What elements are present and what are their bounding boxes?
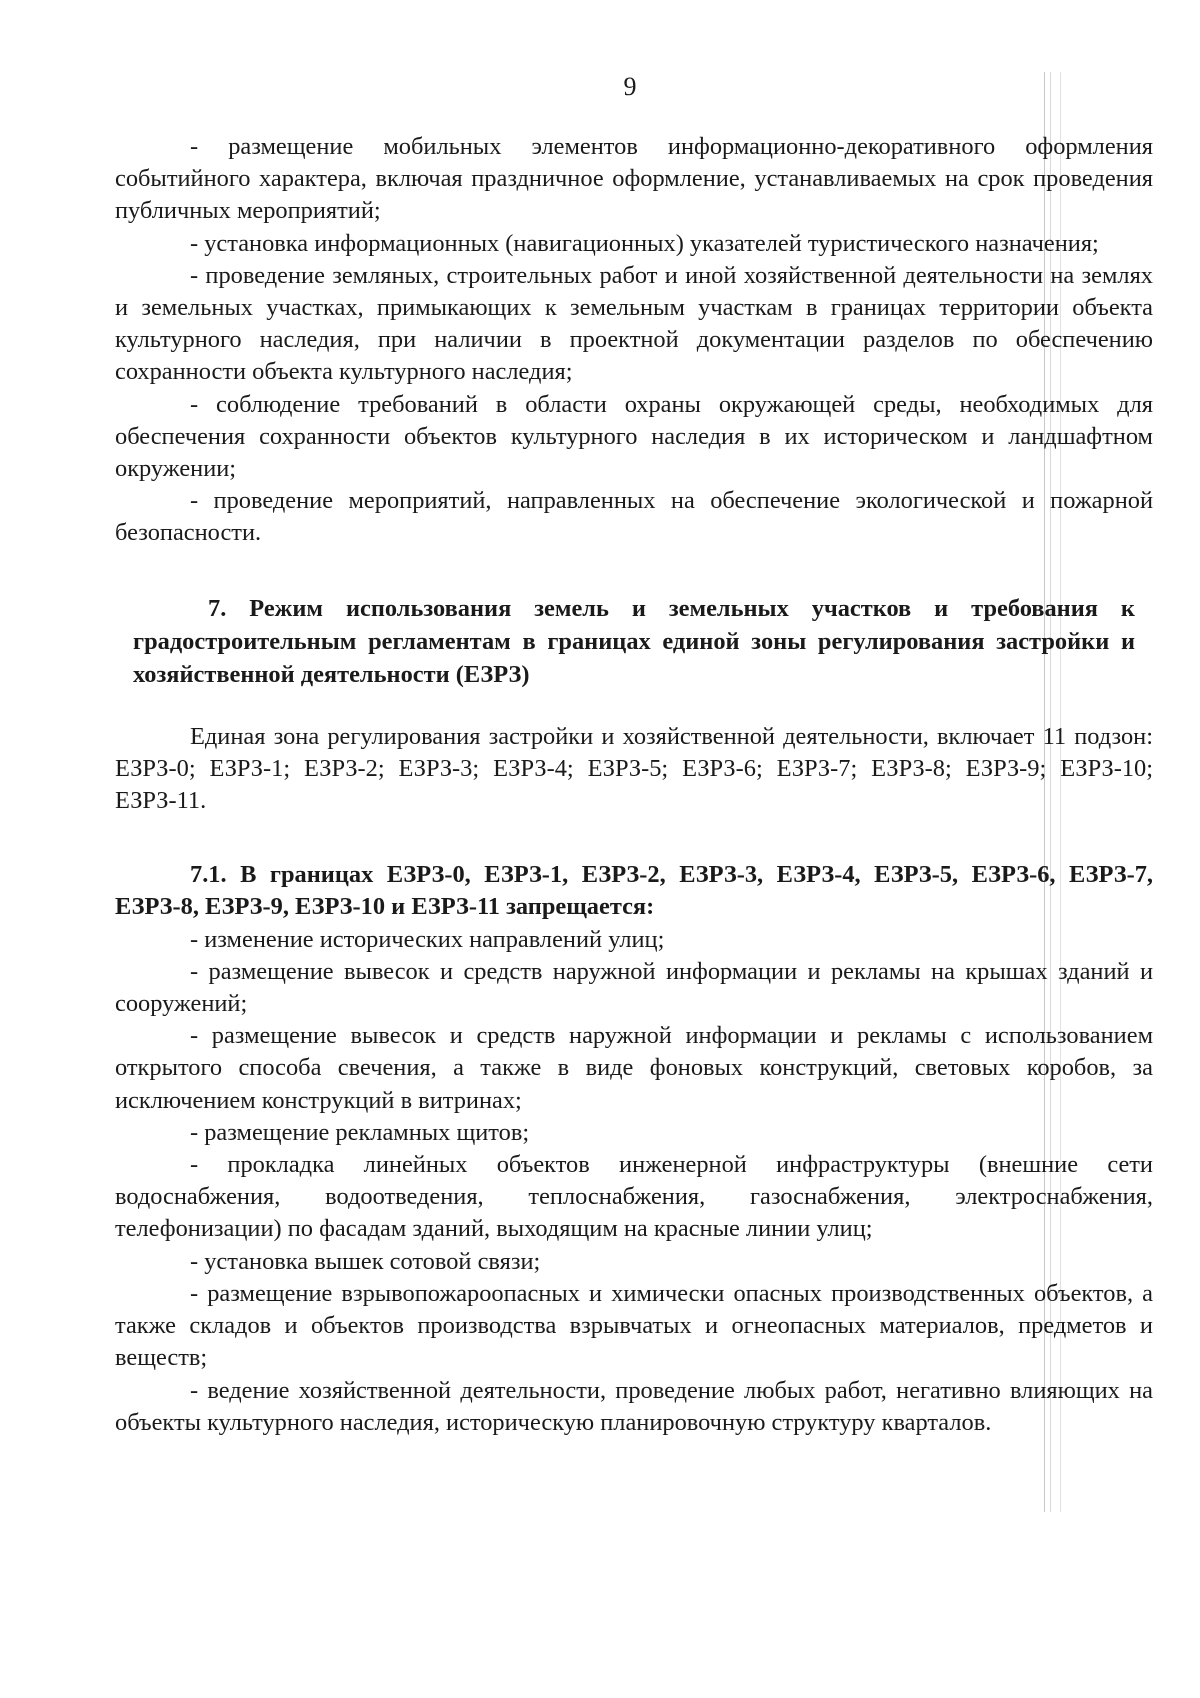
page-number: 9 xyxy=(623,72,637,101)
top-list xyxy=(115,131,1153,550)
list-item: - прокладка линейных объектов инженерной инфраструктуры (внешние сети водоснабжения, водоотведения, теплоснабжения, газоснабжения, электроснабжения, телефонизации) по фасадам зданий, выходящим на красные линии улиц; xyxy=(115,1151,1153,1243)
prohibited-list xyxy=(115,859,1153,1439)
list-item: - размещение вывесок и средств наружной информации и рекламы на крышах зданий и сооружений; xyxy=(115,957,1153,1018)
list-item: - размещение взрывопожароопасных и химически опасных производственных объектов, а также складов и объектов производства взрывчатых и огнеопасных материалов, предметов и веществ; xyxy=(115,1279,1153,1372)
list-item: - размещение вывесок и средств наружной информации и рекламы с использованием открытого способа свечения, а также в виде фоновых конструкций, световых коробов, за исключением конструкций в витринах; xyxy=(115,1022,1153,1114)
section-heading: 7. Режим использования земель и земельных участков и требования к градостроительным регламентам в границах единой зоны регулирования застройки и хозяйственной деятельности (ЕЗРЗ) xyxy=(133,594,1135,688)
document-body xyxy=(115,131,1153,1439)
list-item: - ведение хозяйственной деятельности, проведение любых работ, негативно влияющих на объекты культурного наследия, историческую планировочную структуру кварталов. xyxy=(115,1376,1153,1436)
subsection-heading: 7.1. В границах ЕЗРЗ-0, ЕЗРЗ-1, ЕЗРЗ-2, ЕЗРЗ-3, ЕЗРЗ-4, ЕЗРЗ-5, ЕЗРЗ-6, ЕЗРЗ-7, ЕЗРЗ-8, ЕЗРЗ-9, ЕЗРЗ-10 и ЕЗРЗ-11 запрещается: xyxy=(115,861,1153,921)
list-item: - изменение исторических направлений улиц; xyxy=(190,925,665,953)
list-item: - проведение земляных, строительных работ и иной хозяйственной деятельности на землях и земельных участках, примыкающих к земельным участкам в границах территории объекта культурного наследия, при наличии в проектной документации разделов по обеспечению сохранности объекта культурного наследия; xyxy=(115,261,1153,386)
list-item: - установка вышек сотовой связи; xyxy=(190,1247,541,1275)
list-item: - проведение мероприятий, направленных на обеспечение экологической и пожарной безопасности. xyxy=(115,487,1153,547)
list-item: - размещение мобильных элементов информационно-декоративного оформления событийного характера, включая праздничное оформление, устанавливаемых на срок проведения публичных мероприятий; xyxy=(115,133,1153,225)
list-item: - установка информационных (навигационных) указателей туристического назначения; xyxy=(190,229,1099,257)
list-item: - соблюдение требований в области охраны окружающей среды, необходимых для обеспечения сохранности объектов культурного наследия в их историческом и ландшафтном окружении; xyxy=(115,390,1153,483)
list-item: - размещение рекламных щитов; xyxy=(190,1118,530,1146)
intro-paragraph: Единая зона регулирования застройки и хозяйственной деятельности, включает 11 подзон: ЕЗРЗ-0; ЕЗРЗ-1; ЕЗРЗ-2; ЕЗРЗ-3; ЕЗРЗ-4; ЕЗРЗ-5; ЕЗРЗ-6; ЕЗРЗ-7; ЕЗРЗ-8; ЕЗРЗ-9; ЕЗРЗ-10; ЕЗРЗ-11. xyxy=(115,722,1153,815)
section-heading-block xyxy=(115,592,1153,691)
intro-block xyxy=(115,721,1153,818)
